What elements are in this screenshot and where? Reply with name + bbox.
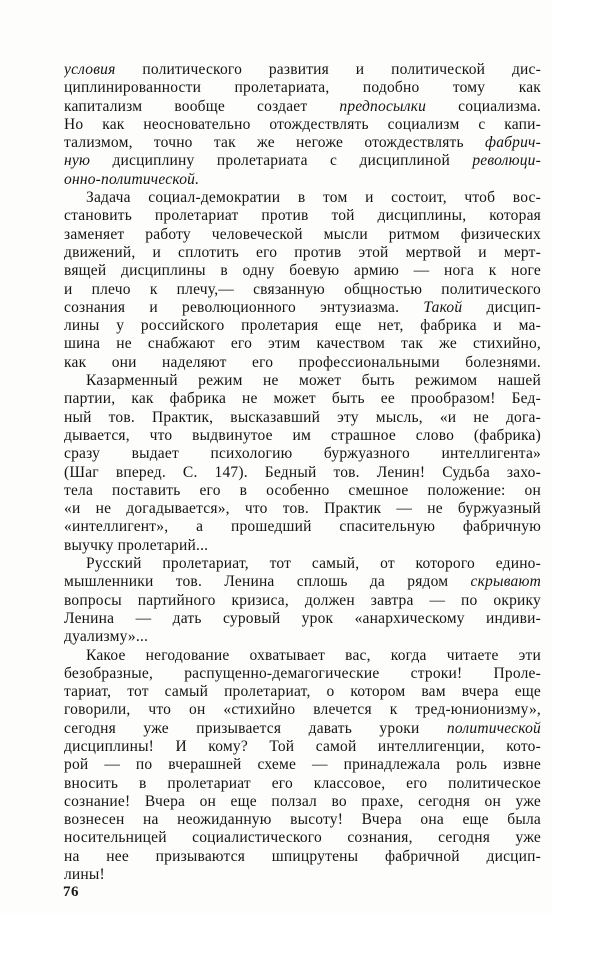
body-text: движений, и сплотить его против этой мертвой и мерт- — [64, 243, 541, 261]
text-line — [64, 445, 541, 463]
text-line — [64, 262, 541, 280]
body-text: «и не догадывается», что тов. Практик — не буржуазный — [64, 500, 541, 518]
text-line — [64, 518, 541, 536]
text-line — [64, 281, 541, 299]
page-number: 76 — [63, 884, 79, 900]
text-line — [64, 299, 541, 317]
text-line — [64, 98, 541, 116]
text-line — [64, 555, 541, 573]
body-text: тариат, тот самый пролетариат, о котором вам вчера еще — [64, 683, 541, 701]
body-text: «интеллигент», а прошедший спасительную фабричную — [64, 518, 541, 536]
body-text: Но как неосновательно отождествлять социализм с капи- — [64, 115, 541, 133]
body-text: дуализму»... — [64, 628, 149, 646]
text-line — [64, 738, 541, 756]
body-text: Казарменный режим не может быть режимом нашей — [86, 372, 541, 390]
body-text: шина не снабжают его этим качеством так же стихийно, — [64, 335, 541, 353]
italic-text: скрывают — [470, 573, 541, 591]
text-line — [64, 793, 541, 811]
text-line — [64, 207, 541, 225]
text-line — [64, 592, 541, 610]
text-line — [64, 354, 541, 372]
body-text: дывается, что выдвинутое им страшное слово (фабрика) — [64, 426, 541, 444]
body-text: мышленники тов. Ленина сплошь да рядом — [64, 573, 471, 591]
body-text: политического развития и политической дис- — [115, 61, 541, 78]
text-line — [64, 171, 541, 189]
italic-text: революци- — [472, 152, 541, 170]
text-line — [64, 665, 541, 683]
body-text: капитализм вообще создает — [64, 97, 340, 115]
paragraph — [64, 555, 541, 646]
text-line — [64, 390, 541, 408]
paragraph — [64, 372, 541, 555]
body-text: тела поставить его в особенно смешное положение: он — [64, 481, 541, 499]
paragraph — [64, 189, 541, 372]
body-text: Русский пролетариат, тот самый, от которого едино- — [86, 555, 541, 573]
text-line — [64, 152, 541, 170]
page-text — [64, 61, 541, 884]
text-line — [64, 701, 541, 719]
text-line — [64, 500, 541, 518]
body-text: вознесен на неожиданную высоту! Вчера она еще была — [64, 811, 541, 829]
text-line — [64, 866, 541, 884]
body-text: дисциплины! И кому? Той самой интеллигенции, кото- — [64, 737, 541, 755]
body-text: лины! — [64, 866, 105, 884]
body-text: вопросы партийного кризиса, должен завтра — по окрику — [64, 591, 541, 609]
text-line — [64, 409, 541, 427]
italic-text: предпосылки — [339, 97, 427, 115]
text-line — [64, 811, 541, 829]
italic-text: фабрич- — [484, 134, 541, 152]
text-line — [64, 134, 541, 152]
body-text: Какое негодование охватывает вас, когда читаете эти — [86, 646, 541, 664]
text-line — [64, 537, 541, 555]
body-text: (Шаг вперед. С. 147). Бедный тов. Ленин! Судьба захо- — [64, 463, 541, 481]
body-text: выучку пролетарий... — [64, 536, 209, 554]
body-text: лины у российского пролетария еще нет, фабрика и ма- — [64, 317, 541, 335]
paragraph — [64, 61, 541, 189]
text-line — [64, 189, 541, 207]
body-text: ный тов. Практик, высказавший эту мысль, «и не дога- — [64, 408, 541, 426]
italic-text: ную — [64, 152, 91, 170]
text-line — [64, 372, 541, 390]
body-text: Задача социал-демократии в том и состоит, чтоб вос- — [86, 189, 541, 207]
body-text: сегодня уже призывается давать уроки — [64, 719, 447, 737]
italic-text: политической — [446, 719, 541, 737]
body-text: Ленина — дать суровый урок «анархическому индиви- — [64, 609, 541, 627]
text-line — [64, 775, 541, 793]
text-line — [64, 756, 541, 774]
body-text: говорили, что он «стихийно влечется к тред-юнионизму», — [64, 701, 541, 719]
text-line — [64, 573, 541, 591]
body-text: безобразные, распущенно-демагогические строки! Проле- — [64, 664, 541, 682]
italic-text: Такой — [423, 298, 463, 316]
body-text: на нее призываются шпицрутены фабричной дисцип- — [64, 847, 541, 865]
body-text: вящей дисциплины в одну боевую армию — нога к ноге — [64, 262, 541, 280]
body-text: сознания и революционного энтузиазма. — [64, 298, 424, 316]
body-text: и плечо к плечу,— связанную общностью политического — [64, 280, 541, 298]
text-line — [64, 628, 541, 646]
paragraph — [64, 647, 541, 885]
body-text: сознание! Вчера он еще ползал во прахе, сегодня он уже — [64, 792, 541, 810]
body-text: вносить в пролетариат его классовое, его политическое — [64, 774, 541, 792]
text-line — [64, 482, 541, 500]
body-text: сразу выдает психологию буржуазного интеллигента» — [64, 445, 541, 463]
body-text: как они наделяют его профессиональными болезнями. — [64, 353, 541, 371]
body-text: рой — по вчерашней схеме — принадлежала роль извне — [64, 756, 541, 774]
text-line — [64, 720, 541, 738]
text-line — [64, 317, 541, 335]
body-text: заменяет работу человеческой мысли ритмом физических — [64, 225, 541, 243]
italic-text: условия — [64, 61, 116, 78]
text-line — [64, 427, 541, 445]
text-line — [64, 829, 541, 847]
text-line — [64, 116, 541, 134]
text-line — [64, 610, 541, 628]
text-line — [64, 61, 541, 79]
body-text: становить пролетариат против той дисциплины, которая — [64, 207, 541, 225]
text-line — [64, 464, 541, 482]
text-line — [64, 79, 541, 97]
text-line — [64, 848, 541, 866]
body-text: социализма. — [426, 97, 541, 115]
body-text: дисциплину пролетариата с дисциплиной — [90, 152, 473, 170]
text-line — [64, 683, 541, 701]
text-line — [64, 335, 541, 353]
body-text: циплинированности пролетариата, подобно тому как — [64, 79, 541, 97]
body-text: дисцип- — [462, 298, 541, 316]
italic-text: онно-политической. — [64, 170, 200, 188]
text-line — [64, 244, 541, 262]
body-text: тализмом, точно так же негоже отождествлять — [64, 134, 485, 152]
body-text: носительницей социалистического сознания, сегодня уже — [64, 829, 541, 847]
body-text: партии, как фабрика не может быть ее прообразом! Бед- — [64, 390, 541, 408]
text-line — [64, 647, 541, 665]
text-line — [64, 226, 541, 244]
